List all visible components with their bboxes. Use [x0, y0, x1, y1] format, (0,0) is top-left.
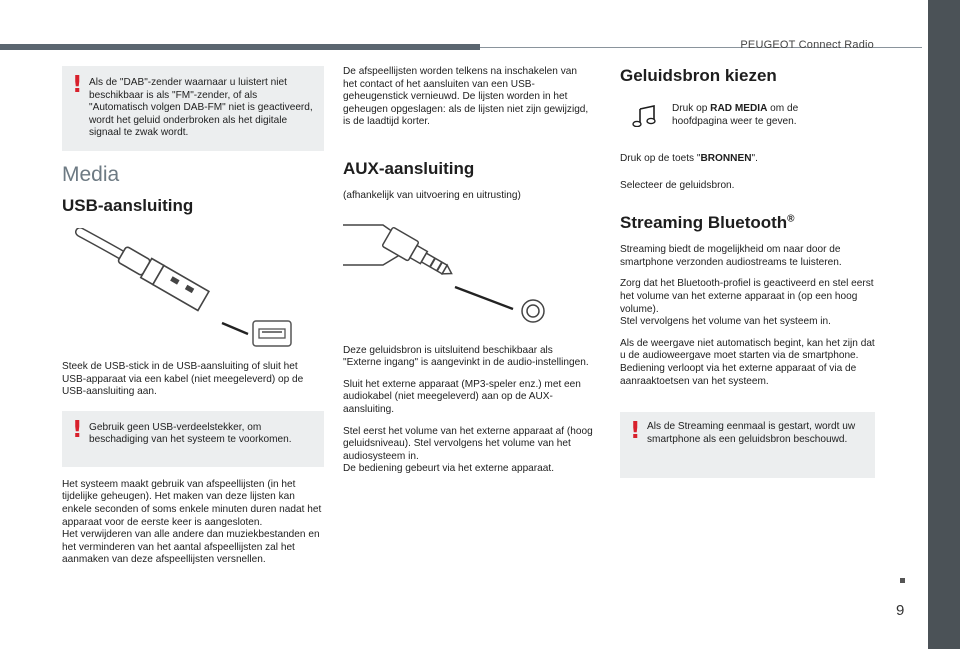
- aux-volume-text: Stel eerst het volume van het externe apparaat af (hoog geluidsniveau). Stel vervolgens het volume van het audiosysteem in.: [343, 425, 593, 462]
- rad-media-text: [672, 103, 822, 128]
- bluetooth-heading: [620, 213, 875, 233]
- warning-icon: !: [72, 416, 83, 443]
- header-title: PEUGEOT Connect Radio: [740, 39, 874, 51]
- header-rule-thick: [0, 44, 480, 50]
- column-right: [620, 66, 875, 478]
- aux-subtitle: (afhankelijk van uitvoering en uitrusting): [343, 189, 521, 201]
- section-title: Media: [62, 163, 120, 186]
- note-text: Als de Streaming eenmaal is gestart, wordt uw smartphone als een geluidsbron beschouwd.: [647, 421, 856, 445]
- text-segment: om de hoofdpagina weer te geven.: [672, 103, 799, 127]
- bluetooth-heading-text: Streaming Bluetooth: [620, 213, 788, 233]
- bluetooth-control-text: Bediening verloopt via het externe apparaat of via de aanraaktoetsen van het systeem.: [620, 362, 857, 387]
- rad-media-row: [620, 103, 875, 132]
- bluetooth-profile-text: Zorg dat het Bluetooth-profiel is geactiveerd en stel eerst het volume van het externe apparaat in (op een hoog volume).: [620, 278, 874, 315]
- page-edge-strip: [928, 0, 960, 649]
- music-note-icon-wrapper: [620, 103, 672, 132]
- bronnen-text: [620, 153, 875, 166]
- bluetooth-intro-text: Streaming biedt de mogelijkheid om naar door de smartphone verzonden audiostreams te luisteren.: [620, 244, 842, 268]
- warning-icon: !: [630, 418, 641, 445]
- aux-heading: AUX-aansluiting: [343, 158, 475, 178]
- playlist-text-2: Het verwijderen van alle andere dan muziekbestanden en het verminderen van het aantal afspeellijsten zal het aanmaken van deze afspeellijsten versnellen.: [62, 529, 320, 566]
- column-left: [62, 66, 324, 567]
- note-text: Als de "DAB"-zender waarnaar u luistert niet beschikbaar is als "FM"-zender, of als "Automatisch volgen DAB-FM" niet is geactiveerd, wordt het geluid onderbroken als het digitale signaal te zwak wordt.: [89, 77, 313, 139]
- continuation-marker: [900, 578, 905, 583]
- usb-heading: USB-aansluiting: [62, 196, 194, 215]
- text-segment: ".: [751, 153, 758, 164]
- bluetooth-volume-text: Stel vervolgens het volume van het systeem in.: [620, 316, 831, 328]
- aux-availability-text: Deze geluidsbron is uitsluitend beschikbaar als "Externe ingang" is aangevinkt in de audio-instellingen.: [343, 344, 589, 369]
- aux-connect-text: Sluit het externe apparaat (MP3-speler enz.) met een audiokabel (niet meegeleverd) aan op de AUX-aansluiting.: [343, 378, 581, 415]
- aux-jack-icon: [343, 213, 593, 329]
- playlist-text-1: Het systeem maakt gebruik van afspeellijsten (in het tijdelijke geheugen). Het maken van deze lijsten kan enkele seconden of soms enkele minuten duren nadat het apparaat voor de eerste keer is aangesloten.: [62, 478, 322, 528]
- text-segment: Druk op de toets ": [620, 153, 701, 164]
- usb-instructions: Steek de USB-stick in de USB-aansluiting of sluit het USB-apparaat via een kabel (niet meegeleverd) op de USB-aansluiting aan.: [62, 361, 304, 398]
- bluetooth-start-text: Als de weergave niet automatisch begint, kan het zijn dat u de audioweergave moet starten via de smartphone.: [620, 337, 875, 362]
- source-heading: Geluidsbron kiezen: [620, 66, 777, 85]
- warning-icon: !: [72, 72, 83, 98]
- info-note-streaming: [620, 412, 875, 478]
- select-source-text: Selecteer de geluidsbron.: [620, 179, 735, 191]
- column-middle: [343, 66, 593, 476]
- aux-control-text: De bediening gebeurt via het externe apparaat.: [343, 463, 554, 475]
- warning-note-usb-hub: [62, 411, 324, 467]
- rad-media-label: RAD MEDIA: [710, 103, 768, 114]
- note-text: Gebruik geen USB-verdeelstekker, om beschadiging van het systeem te voorkomen.: [89, 421, 292, 446]
- registered-mark: ®: [787, 213, 795, 225]
- page-number: 9: [896, 602, 905, 619]
- warning-note-dab: [62, 66, 324, 151]
- music-note-icon: [632, 105, 658, 127]
- bronnen-label: BRONNEN: [700, 153, 752, 164]
- text-segment: Druk op: [672, 103, 711, 114]
- playlist-refresh-text: De afspeellijsten worden telkens na inschakelen van het contact of het aansluiten van een USB-geheugenstick vernieuwd. De lijsten worden in het geheugen opgeslagen: als de lijsten niet zijn gewijzigd, is de laadtijd korter.: [343, 66, 589, 128]
- usb-connector-icon: [62, 228, 324, 350]
